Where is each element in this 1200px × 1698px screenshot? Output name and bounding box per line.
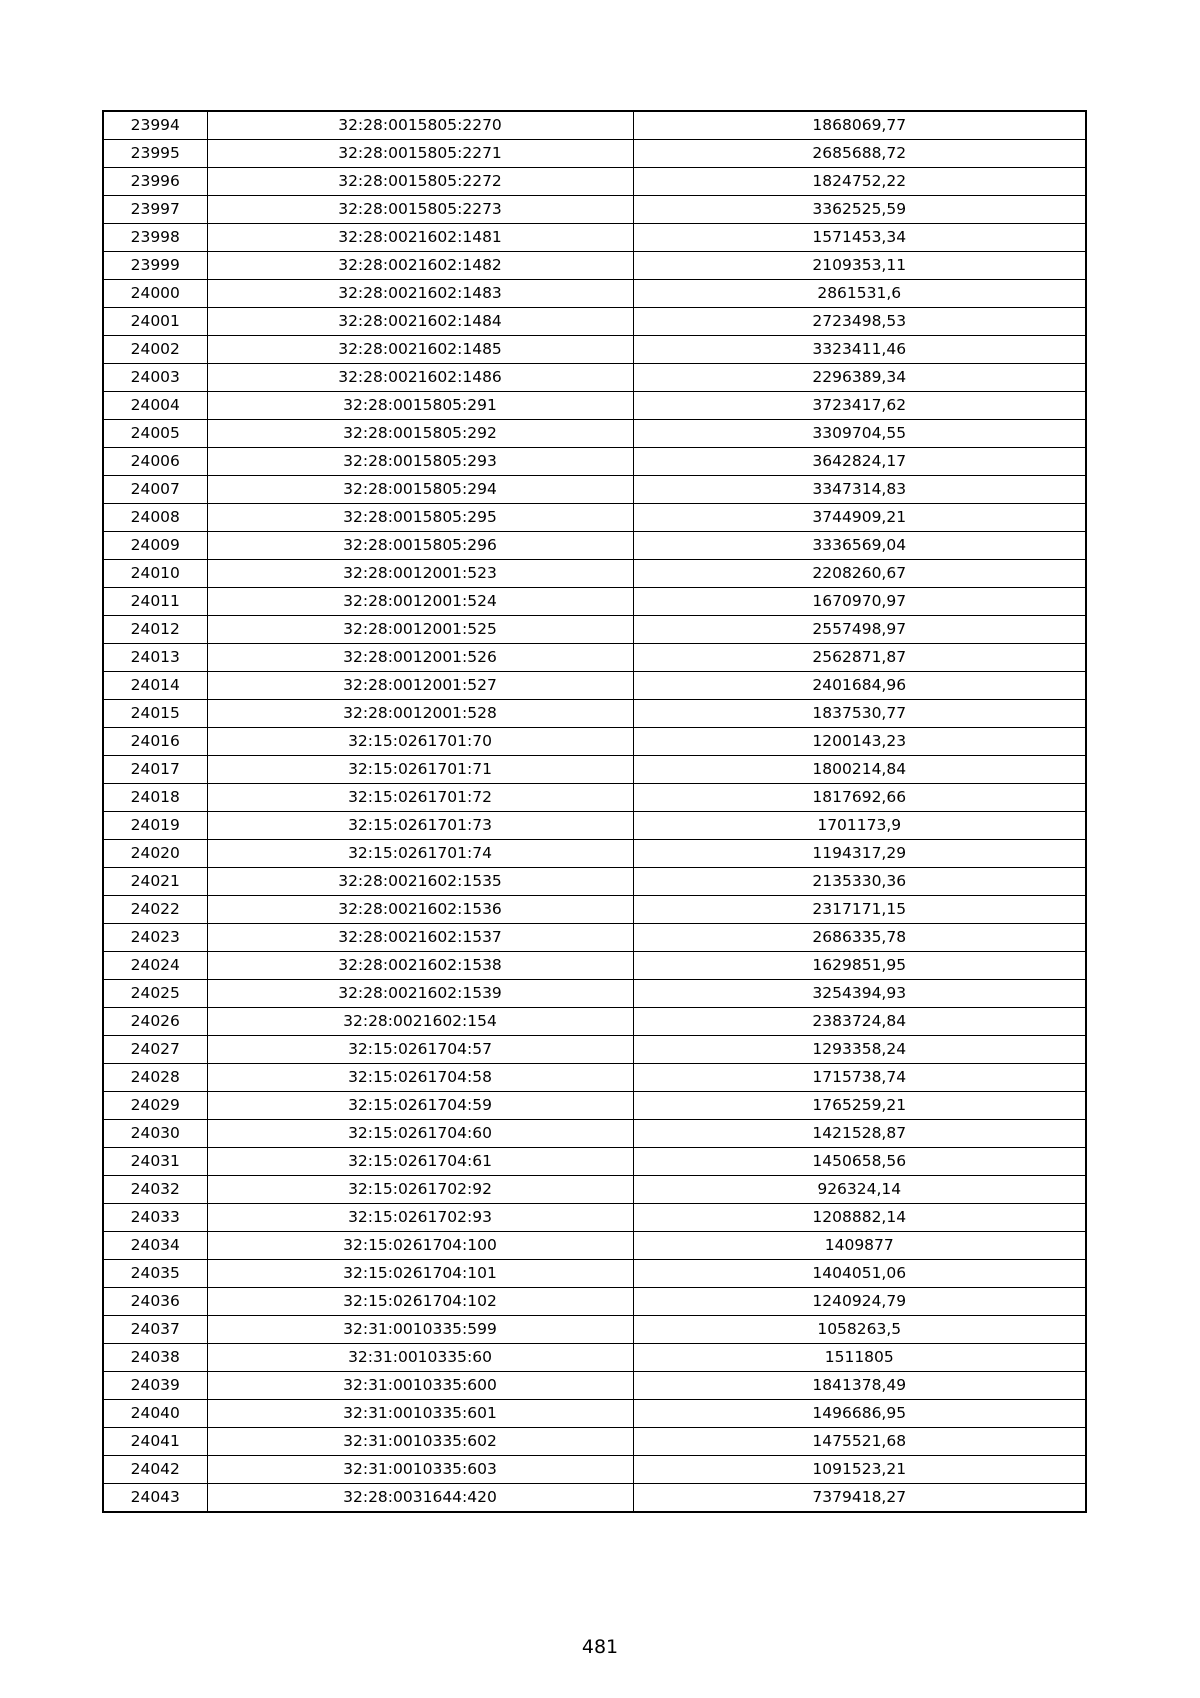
row-number-cell: 24007: [103, 476, 207, 504]
cadastral-number-cell: 32:15:0261704:101: [207, 1260, 633, 1288]
cadastral-value-cell: 1701173,9: [633, 812, 1086, 840]
row-number-cell: 24035: [103, 1260, 207, 1288]
table-row: [103, 392, 1086, 420]
row-number-cell: 24038: [103, 1344, 207, 1372]
row-number-cell: 24034: [103, 1232, 207, 1260]
row-number-cell: 24016: [103, 728, 207, 756]
table-row: [103, 924, 1086, 952]
table-row: [103, 1484, 1086, 1513]
cadastral-value-cell: 3254394,93: [633, 980, 1086, 1008]
table-row: [103, 560, 1086, 588]
cadastral-value-cell: 1208882,14: [633, 1204, 1086, 1232]
cadastral-value-cell: 3362525,59: [633, 196, 1086, 224]
cadastral-number-cell: 32:28:0015805:2270: [207, 111, 633, 140]
cadastral-number-cell: 32:15:0261704:100: [207, 1232, 633, 1260]
table-row: [103, 1316, 1086, 1344]
cadastral-value-cell: 1765259,21: [633, 1092, 1086, 1120]
cadastral-number-cell: 32:31:0010335:601: [207, 1400, 633, 1428]
cadastral-value-cell: 926324,14: [633, 1176, 1086, 1204]
cadastral-number-cell: 32:15:0261704:61: [207, 1148, 633, 1176]
table-row: [103, 980, 1086, 1008]
cadastral-number-cell: 32:28:0015805:293: [207, 448, 633, 476]
cadastral-number-cell: 32:15:0261702:93: [207, 1204, 633, 1232]
cadastral-value-cell: 2861531,6: [633, 280, 1086, 308]
cadastral-number-cell: 32:31:0010335:600: [207, 1372, 633, 1400]
table-row: [103, 1008, 1086, 1036]
cadastral-number-cell: 32:28:0015805:294: [207, 476, 633, 504]
cadastral-number-cell: 32:28:0012001:524: [207, 588, 633, 616]
table-row: [103, 616, 1086, 644]
row-number-cell: 24011: [103, 588, 207, 616]
row-number-cell: 24006: [103, 448, 207, 476]
table-row: [103, 784, 1086, 812]
table-row: [103, 252, 1086, 280]
cadastral-table-container: [102, 110, 1085, 1513]
cadastral-value-cell: 3642824,17: [633, 448, 1086, 476]
cadastral-value-cell: 3309704,55: [633, 420, 1086, 448]
row-number-cell: 24018: [103, 784, 207, 812]
cadastral-number-cell: 32:28:0021602:1485: [207, 336, 633, 364]
row-number-cell: 23997: [103, 196, 207, 224]
cadastral-number-cell: 32:31:0010335:602: [207, 1428, 633, 1456]
cadastral-number-cell: 32:28:0012001:525: [207, 616, 633, 644]
cadastral-number-cell: 32:28:0021602:1536: [207, 896, 633, 924]
cadastral-number-cell: 32:28:0021602:1486: [207, 364, 633, 392]
cadastral-value-cell: 2562871,87: [633, 644, 1086, 672]
cadastral-value-cell: 1409877: [633, 1232, 1086, 1260]
cadastral-value-cell: 2135330,36: [633, 868, 1086, 896]
cadastral-number-cell: 32:15:0261704:60: [207, 1120, 633, 1148]
cadastral-number-cell: 32:15:0261701:73: [207, 812, 633, 840]
cadastral-value-cell: 1511805: [633, 1344, 1086, 1372]
cadastral-value-cell: 1629851,95: [633, 952, 1086, 980]
table-row: [103, 448, 1086, 476]
cadastral-value-cell: 1868069,77: [633, 111, 1086, 140]
cadastral-number-cell: 32:15:0261704:57: [207, 1036, 633, 1064]
cadastral-value-cell: 3336569,04: [633, 532, 1086, 560]
row-number-cell: 24027: [103, 1036, 207, 1064]
cadastral-number-cell: 32:15:0261702:92: [207, 1176, 633, 1204]
row-number-cell: 24032: [103, 1176, 207, 1204]
cadastral-value-cell: 1091523,21: [633, 1456, 1086, 1484]
table-body: [103, 111, 1086, 1512]
table-row: [103, 1120, 1086, 1148]
row-number-cell: 24039: [103, 1372, 207, 1400]
cadastral-number-cell: 32:15:0261701:70: [207, 728, 633, 756]
table-row: [103, 364, 1086, 392]
row-number-cell: 24031: [103, 1148, 207, 1176]
row-number-cell: 24019: [103, 812, 207, 840]
row-number-cell: 24005: [103, 420, 207, 448]
table-row: [103, 672, 1086, 700]
cadastral-value-cell: 1194317,29: [633, 840, 1086, 868]
cadastral-value-cell: 1293358,24: [633, 1036, 1086, 1064]
row-number-cell: 24012: [103, 616, 207, 644]
cadastral-number-cell: 32:15:0261704:102: [207, 1288, 633, 1316]
cadastral-value-cell: 1824752,22: [633, 168, 1086, 196]
cadastral-value-cell: 1240924,79: [633, 1288, 1086, 1316]
cadastral-value-cell: 2557498,97: [633, 616, 1086, 644]
cadastral-number-cell: 32:31:0010335:60: [207, 1344, 633, 1372]
cadastral-number-cell: 32:28:0015805:2272: [207, 168, 633, 196]
cadastral-value-cell: 2685688,72: [633, 140, 1086, 168]
table-row: [103, 896, 1086, 924]
cadastral-number-cell: 32:15:0261701:72: [207, 784, 633, 812]
cadastral-number-cell: 32:15:0261701:71: [207, 756, 633, 784]
table-row: [103, 1400, 1086, 1428]
cadastral-number-cell: 32:28:0021602:1482: [207, 252, 633, 280]
cadastral-number-cell: 32:28:0015805:292: [207, 420, 633, 448]
row-number-cell: 24037: [103, 1316, 207, 1344]
row-number-cell: 24029: [103, 1092, 207, 1120]
table-row: [103, 588, 1086, 616]
cadastral-value-cell: 1058263,5: [633, 1316, 1086, 1344]
table-row: [103, 476, 1086, 504]
row-number-cell: 23998: [103, 224, 207, 252]
row-number-cell: 24022: [103, 896, 207, 924]
cadastral-number-cell: 32:28:0021602:1481: [207, 224, 633, 252]
row-number-cell: 24020: [103, 840, 207, 868]
cadastral-value-cell: 1841378,49: [633, 1372, 1086, 1400]
cadastral-value-cell: 1200143,23: [633, 728, 1086, 756]
table-row: [103, 1288, 1086, 1316]
table-row: [103, 1428, 1086, 1456]
cadastral-value-cell: 3323411,46: [633, 336, 1086, 364]
table-row: [103, 840, 1086, 868]
row-number-cell: 24015: [103, 700, 207, 728]
table-row: [103, 280, 1086, 308]
row-number-cell: 24009: [103, 532, 207, 560]
row-number-cell: 24021: [103, 868, 207, 896]
row-number-cell: 24030: [103, 1120, 207, 1148]
table-row: [103, 111, 1086, 140]
cadastral-number-cell: 32:31:0010335:603: [207, 1456, 633, 1484]
table-row: [103, 168, 1086, 196]
table-row: [103, 1176, 1086, 1204]
table-row: [103, 1148, 1086, 1176]
cadastral-number-cell: 32:28:0012001:527: [207, 672, 633, 700]
table-row: [103, 224, 1086, 252]
cadastral-value-cell: 2383724,84: [633, 1008, 1086, 1036]
cadastral-value-cell: 3723417,62: [633, 392, 1086, 420]
row-number-cell: 24013: [103, 644, 207, 672]
cadastral-value-cell: 2296389,34: [633, 364, 1086, 392]
row-number-cell: 23996: [103, 168, 207, 196]
row-number-cell: 24024: [103, 952, 207, 980]
cadastral-value-cell: 2686335,78: [633, 924, 1086, 952]
row-number-cell: 24001: [103, 308, 207, 336]
cadastral-value-cell: 1496686,95: [633, 1400, 1086, 1428]
table-row: [103, 1260, 1086, 1288]
table-row: [103, 420, 1086, 448]
table-row: [103, 1092, 1086, 1120]
table-row: [103, 532, 1086, 560]
cadastral-number-cell: 32:28:0021602:1538: [207, 952, 633, 980]
row-number-cell: 23994: [103, 111, 207, 140]
cadastral-value-cell: 1421528,87: [633, 1120, 1086, 1148]
table-row: [103, 1204, 1086, 1232]
cadastral-number-cell: 32:28:0015805:296: [207, 532, 633, 560]
cadastral-value-cell: 3744909,21: [633, 504, 1086, 532]
cadastral-value-cell: 1450658,56: [633, 1148, 1086, 1176]
table-row: [103, 1036, 1086, 1064]
cadastral-number-cell: 32:28:0015805:2271: [207, 140, 633, 168]
row-number-cell: 24010: [103, 560, 207, 588]
table-row: [103, 868, 1086, 896]
cadastral-value-cell: 2109353,11: [633, 252, 1086, 280]
table-row: [103, 504, 1086, 532]
cadastral-number-cell: 32:15:0261701:74: [207, 840, 633, 868]
row-number-cell: 24017: [103, 756, 207, 784]
table-row: [103, 1344, 1086, 1372]
table-row: [103, 644, 1086, 672]
table-row: [103, 952, 1086, 980]
row-number-cell: 23999: [103, 252, 207, 280]
cadastral-number-cell: 32:28:0021602:1535: [207, 868, 633, 896]
row-number-cell: 24003: [103, 364, 207, 392]
cadastral-value-cell: 7379418,27: [633, 1484, 1086, 1513]
cadastral-number-cell: 32:28:0015805:295: [207, 504, 633, 532]
row-number-cell: 24023: [103, 924, 207, 952]
row-number-cell: 24000: [103, 280, 207, 308]
table-row: [103, 1064, 1086, 1092]
row-number-cell: 24014: [103, 672, 207, 700]
cadastral-value-cell: 2401684,96: [633, 672, 1086, 700]
cadastral-number-cell: 32:28:0021602:154: [207, 1008, 633, 1036]
table-row: [103, 336, 1086, 364]
row-number-cell: 24002: [103, 336, 207, 364]
cadastral-number-cell: 32:28:0012001:526: [207, 644, 633, 672]
cadastral-value-table: [102, 110, 1087, 1513]
cadastral-value-cell: 1817692,66: [633, 784, 1086, 812]
row-number-cell: 23995: [103, 140, 207, 168]
cadastral-value-cell: 1800214,84: [633, 756, 1086, 784]
cadastral-number-cell: 32:28:0021602:1484: [207, 308, 633, 336]
page-number: 481: [581, 1636, 619, 1658]
table-row: [103, 812, 1086, 840]
cadastral-value-cell: 2723498,53: [633, 308, 1086, 336]
row-number-cell: 24040: [103, 1400, 207, 1428]
row-number-cell: 24036: [103, 1288, 207, 1316]
cadastral-number-cell: 32:28:0021602:1537: [207, 924, 633, 952]
cadastral-value-cell: 2208260,67: [633, 560, 1086, 588]
row-number-cell: 24042: [103, 1456, 207, 1484]
row-number-cell: 24041: [103, 1428, 207, 1456]
row-number-cell: 24004: [103, 392, 207, 420]
cadastral-number-cell: 32:28:0012001:523: [207, 560, 633, 588]
table-row: [103, 1372, 1086, 1400]
cadastral-number-cell: 32:28:0012001:528: [207, 700, 633, 728]
row-number-cell: 24028: [103, 1064, 207, 1092]
table-row: [103, 1232, 1086, 1260]
table-row: [103, 140, 1086, 168]
row-number-cell: 24026: [103, 1008, 207, 1036]
table-row: [103, 196, 1086, 224]
row-number-cell: 24033: [103, 1204, 207, 1232]
cadastral-value-cell: 3347314,83: [633, 476, 1086, 504]
cadastral-number-cell: 32:28:0021602:1539: [207, 980, 633, 1008]
table-row: [103, 756, 1086, 784]
cadastral-number-cell: 32:28:0015805:2273: [207, 196, 633, 224]
table-row: [103, 308, 1086, 336]
cadastral-number-cell: 32:15:0261704:59: [207, 1092, 633, 1120]
row-number-cell: 24008: [103, 504, 207, 532]
cadastral-value-cell: 1837530,77: [633, 700, 1086, 728]
table-row: [103, 1456, 1086, 1484]
cadastral-value-cell: 1404051,06: [633, 1260, 1086, 1288]
cadastral-value-cell: 2317171,15: [633, 896, 1086, 924]
row-number-cell: 24043: [103, 1484, 207, 1513]
table-row: [103, 728, 1086, 756]
table-row: [103, 700, 1086, 728]
cadastral-number-cell: 32:28:0031644:420: [207, 1484, 633, 1513]
cadastral-number-cell: 32:15:0261704:58: [207, 1064, 633, 1092]
cadastral-number-cell: 32:28:0015805:291: [207, 392, 633, 420]
cadastral-value-cell: 1475521,68: [633, 1428, 1086, 1456]
cadastral-value-cell: 1715738,74: [633, 1064, 1086, 1092]
row-number-cell: 24025: [103, 980, 207, 1008]
cadastral-number-cell: 32:28:0021602:1483: [207, 280, 633, 308]
cadastral-value-cell: 1571453,34: [633, 224, 1086, 252]
cadastral-value-cell: 1670970,97: [633, 588, 1086, 616]
cadastral-number-cell: 32:31:0010335:599: [207, 1316, 633, 1344]
